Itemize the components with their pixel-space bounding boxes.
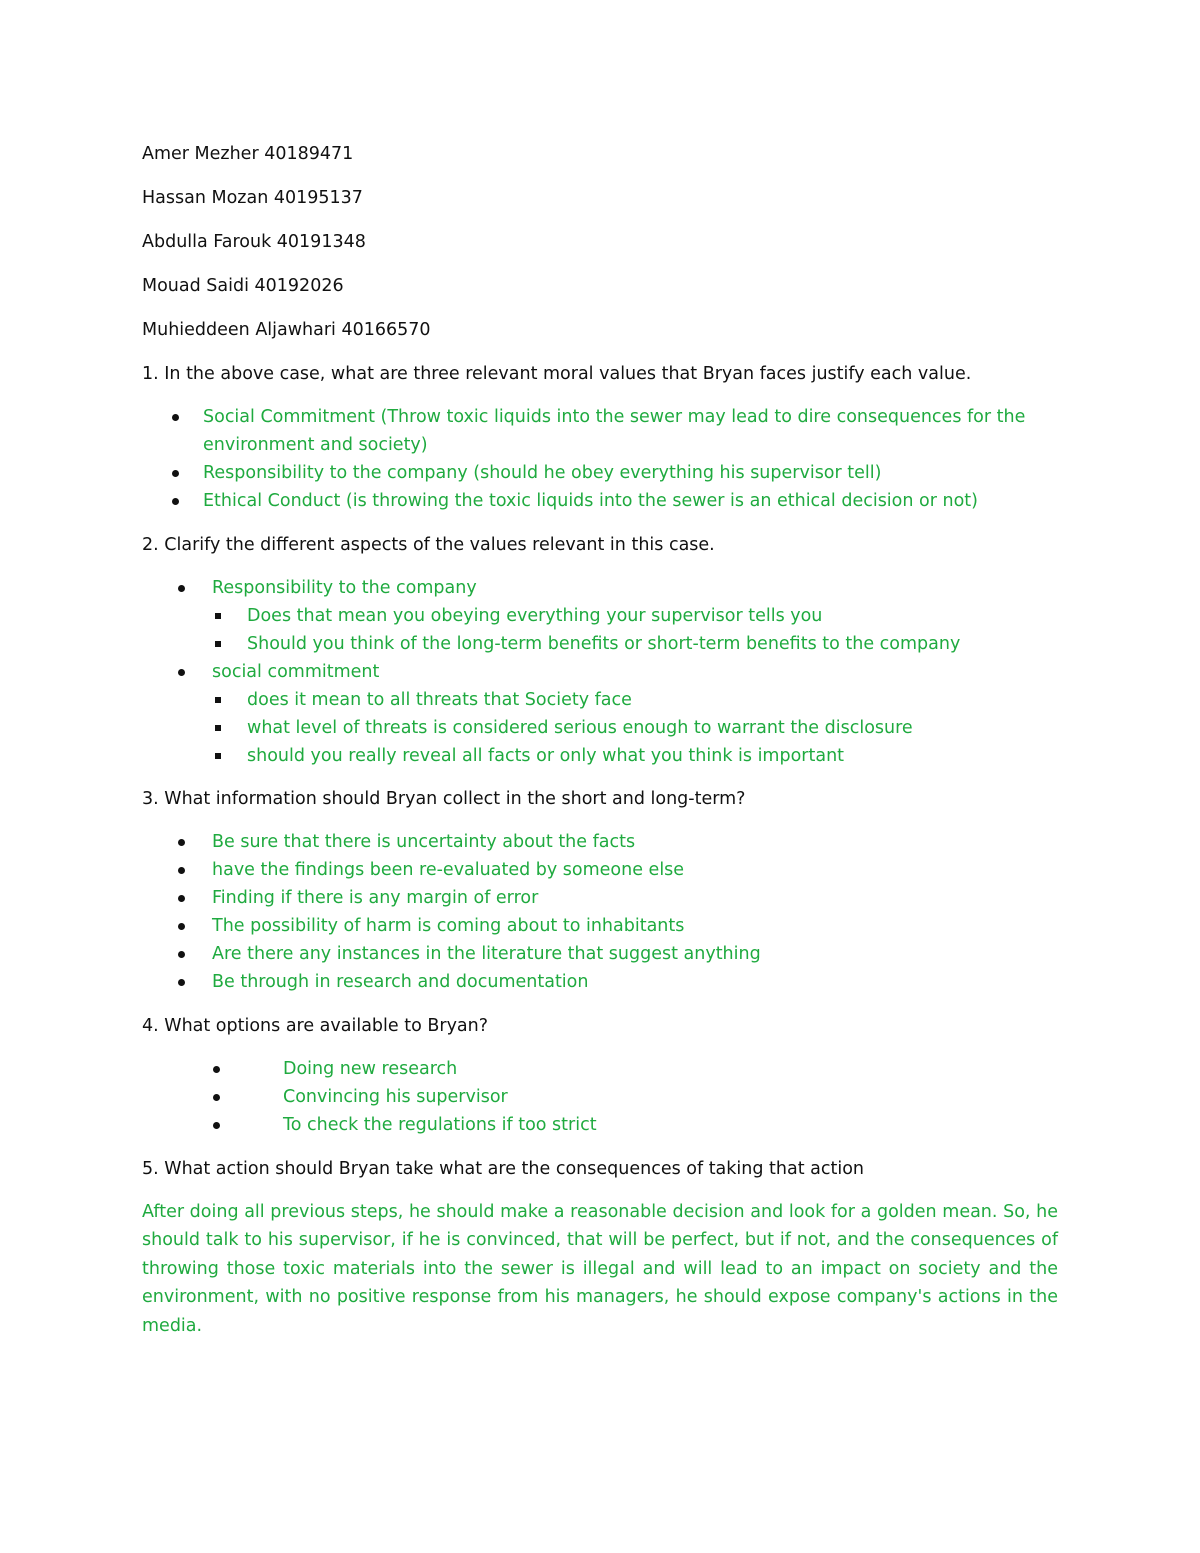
answer-list-3: [142, 828, 1058, 996]
list-item: have the findings been re-evaluated by someone else: [142, 856, 1058, 884]
member-name: Mouad Saidi 40192026: [142, 276, 344, 296]
question-4: 4. What options are available to Bryan?: [142, 1016, 489, 1036]
member-name: Abdulla Farouk 40191348: [142, 232, 366, 252]
question-3: 3. What information should Bryan collect in the short and long-term?: [142, 789, 746, 809]
sub-list-item: should you really reveal all facts or only what you think is important: [142, 742, 1058, 770]
sub-list: [212, 602, 1058, 658]
list-item: The possibility of harm is coming about to inhabitants: [142, 912, 1058, 940]
answer-list-4: [142, 1055, 1058, 1139]
list-item: Doing new research: [142, 1055, 1058, 1083]
list-item: [142, 658, 1058, 770]
question-5: 5. What action should Bryan take what are the consequences of taking that action: [142, 1159, 865, 1179]
group-label: Responsibility to the company: [212, 578, 477, 598]
member-name: Muhieddeen Aljawhari 40166570: [142, 320, 431, 340]
list-item: Be sure that there is uncertainty about the facts: [142, 828, 1058, 856]
sub-list-item: Does that mean you obeying everything your supervisor tells you: [142, 602, 1058, 630]
answer-list-1: [142, 403, 1058, 515]
list-item: Convincing his supervisor: [142, 1083, 1058, 1111]
question-1: 1. In the above case, what are three relevant moral values that Bryan faces justify each value.: [142, 364, 972, 384]
document-page: [142, 140, 1058, 1340]
list-item: To check the regulations if too strict: [142, 1111, 1058, 1139]
sub-list-item: what level of threats is considered serious enough to warrant the disclosure: [142, 714, 1058, 742]
member-name: Hassan Mozan 40195137: [142, 188, 363, 208]
sub-list-item: Should you think of the long-term benefits or short-term benefits to the company: [142, 630, 1058, 658]
sub-list: [212, 686, 1058, 770]
group-label: social commitment: [212, 662, 380, 682]
list-item: Be through in research and documentation: [142, 968, 1058, 996]
answer-paragraph-5: After doing all previous steps, he should make a reasonable decision and look for a golden mean. So, he should talk to his supervisor, if he is convinced, that will be perfect, but if not, and the consequences of throwing those toxic materials into the sewer is illegal and will lead to an impact on society and the environment, with no positive response from his managers, he should expose company's actions in the media.: [142, 1202, 1058, 1336]
list-item: Are there any instances in the literature that suggest anything: [142, 940, 1058, 968]
member-name: Amer Mezher 40189471: [142, 144, 354, 164]
answer-list-2: [142, 574, 1058, 770]
list-item: [142, 574, 1058, 658]
sub-list-item: does it mean to all threats that Society face: [142, 686, 1058, 714]
question-2: 2. Clarify the different aspects of the values relevant in this case.: [142, 535, 715, 555]
list-item: Ethical Conduct (is throwing the toxic liquids into the sewer is an ethical decision or not): [142, 487, 1058, 515]
list-item: Social Commitment (Throw toxic liquids into the sewer may lead to dire consequences for the environment and society): [142, 403, 1058, 459]
list-item: Finding if there is any margin of error: [142, 884, 1058, 912]
list-item: Responsibility to the company (should he obey everything his supervisor tell): [142, 459, 1058, 487]
